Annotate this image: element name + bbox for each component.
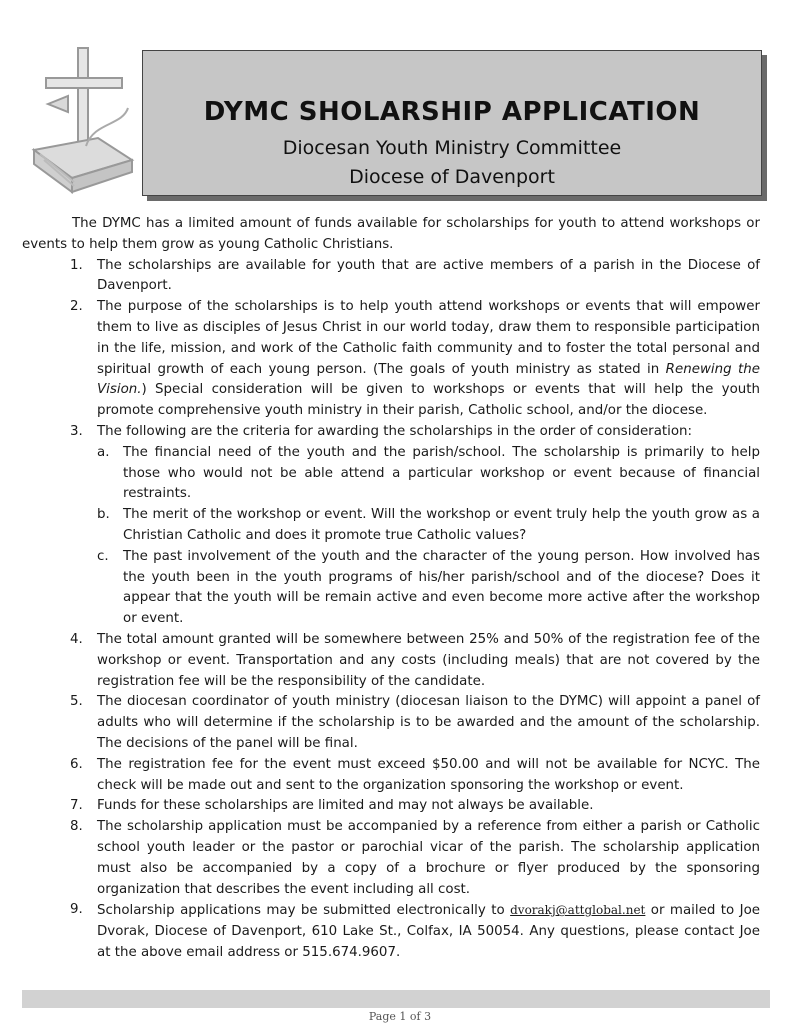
item-text: The registration fee for the event must exceed $50.00 and will not be available for NCYC. The check will be made out and sent to the organization sponsoring the workshop or event. bbox=[97, 756, 760, 793]
sub-list-item bbox=[97, 505, 760, 547]
item-text: or mailed to Joe Dvorak, Diocese of Davenport, 610 Lake St., Colfax, IA 50054. Any questions, please contact Joe at the above email address or 515.674.9607. bbox=[97, 903, 760, 960]
item-text: The scholarships are available for youth that are active members of a parish in the Diocese of Davenport. bbox=[97, 257, 760, 294]
rules-list bbox=[22, 256, 760, 964]
list-item bbox=[22, 256, 760, 298]
item-text: Scholarship applications may be submitted electronically to bbox=[97, 903, 511, 919]
list-item bbox=[22, 297, 760, 422]
item-text: Funds for these scholarships are limited and may not always be available. bbox=[97, 798, 594, 814]
item-text: ) Special consideration will be given to workshops or events that will help the youth promote comprehensive youth ministry in their parish, Catholic school, and/or the diocese. bbox=[97, 382, 760, 419]
item-number: 6. bbox=[70, 756, 83, 772]
item-number: 4. bbox=[70, 631, 83, 647]
page-title: DYMC SHOLARSHIP APPLICATION bbox=[203, 97, 701, 127]
sub-list-item bbox=[97, 547, 760, 630]
sub-list-item bbox=[97, 443, 760, 505]
item-text: The diocesan coordinator of youth ministry (diocesan liaison to the DYMC) will appoint a panel of adults who will determine if the scholarship is to be awarded and the amount of the scholarship. The decisions of the panel will be final. bbox=[97, 694, 760, 751]
sub-item-letter: c. bbox=[97, 548, 109, 564]
list-item bbox=[22, 692, 760, 754]
item-text: The following are the criteria for awarding the scholarships in the order of consideration: bbox=[97, 423, 693, 439]
item-number: 2. bbox=[70, 299, 83, 315]
email-link[interactable]: dvorakj@attglobal.net bbox=[510, 903, 646, 918]
list-item bbox=[22, 755, 760, 797]
list-item bbox=[22, 900, 760, 963]
item-text: The purpose of the scholarships is to help youth attend workshops or events that will empower them to live as disciples of Jesus Christ in our world today, draw them to responsible participation in the life, mission, and work of the Catholic faith community and to foster the total personal and spiritual growth of each young person. (The goals of youth ministry as stated in bbox=[97, 299, 760, 377]
sub-item-text: The merit of the workshop or event. Will the workshop or event truly help the youth grow as a Christian Catholic and does it promote true Catholic values? bbox=[123, 507, 760, 543]
sub-item-text: The financial need of the youth and the parish/school. The scholarship is primarily to help those who would not be able attend a particular workshop or event because of financial restraints. bbox=[123, 444, 760, 502]
item-number: 7. bbox=[70, 798, 83, 814]
item-text: The scholarship application must be accompanied by a reference from either a parish or Catholic school youth leader or the pastor or parochial vicar of the parish. The scholarship application must also be accompanied by a copy of a brochure or flyer produced by the sponsoring organization that describes the event including all cost. bbox=[97, 819, 760, 897]
sub-item-letter: b. bbox=[97, 507, 110, 523]
item-number: 9. bbox=[70, 902, 83, 918]
item-number: 3. bbox=[70, 423, 83, 439]
diocese-name: Diocese of Davenport bbox=[349, 166, 555, 188]
list-item bbox=[22, 796, 760, 817]
sub-item-letter: a. bbox=[97, 444, 110, 460]
item-number: 1. bbox=[70, 257, 83, 273]
item-number: 8. bbox=[70, 819, 83, 835]
document-body bbox=[22, 214, 760, 964]
header-banner bbox=[142, 50, 762, 196]
list-item bbox=[22, 817, 760, 900]
item-text: The total amount granted will be somewhere between 25% and 50% of the registration fee of the workshop or event. Transportation and any costs (including meals) that are not covered by the registration fee will be the responsibility of the candidate. bbox=[97, 631, 760, 689]
logo bbox=[28, 42, 138, 202]
criteria-list bbox=[97, 443, 760, 630]
intro-paragraph: The DYMC has a limited amount of funds available for scholarships for youth to attend workshops or events to help them grow as young Catholic Christians. bbox=[22, 216, 760, 252]
sub-item-text: The past involvement of the youth and the character of the young person. How involved has the youth been in the youth programs of his/her parish/school and of the diocese? Does it appear that the youth will be remain active and even become more active after the workshop or event. bbox=[123, 548, 760, 627]
item-emphasis: Renewing the Vision. bbox=[97, 361, 760, 398]
item-number: 5. bbox=[70, 694, 83, 710]
committee-name: Diocesan Youth Ministry Committee bbox=[282, 137, 622, 159]
footer-bar bbox=[22, 990, 770, 1008]
list-item bbox=[22, 630, 760, 692]
list-item bbox=[22, 422, 760, 630]
cross-and-bible-icon bbox=[28, 42, 138, 202]
page-number: Page 1 of 3 bbox=[368, 1010, 432, 1023]
